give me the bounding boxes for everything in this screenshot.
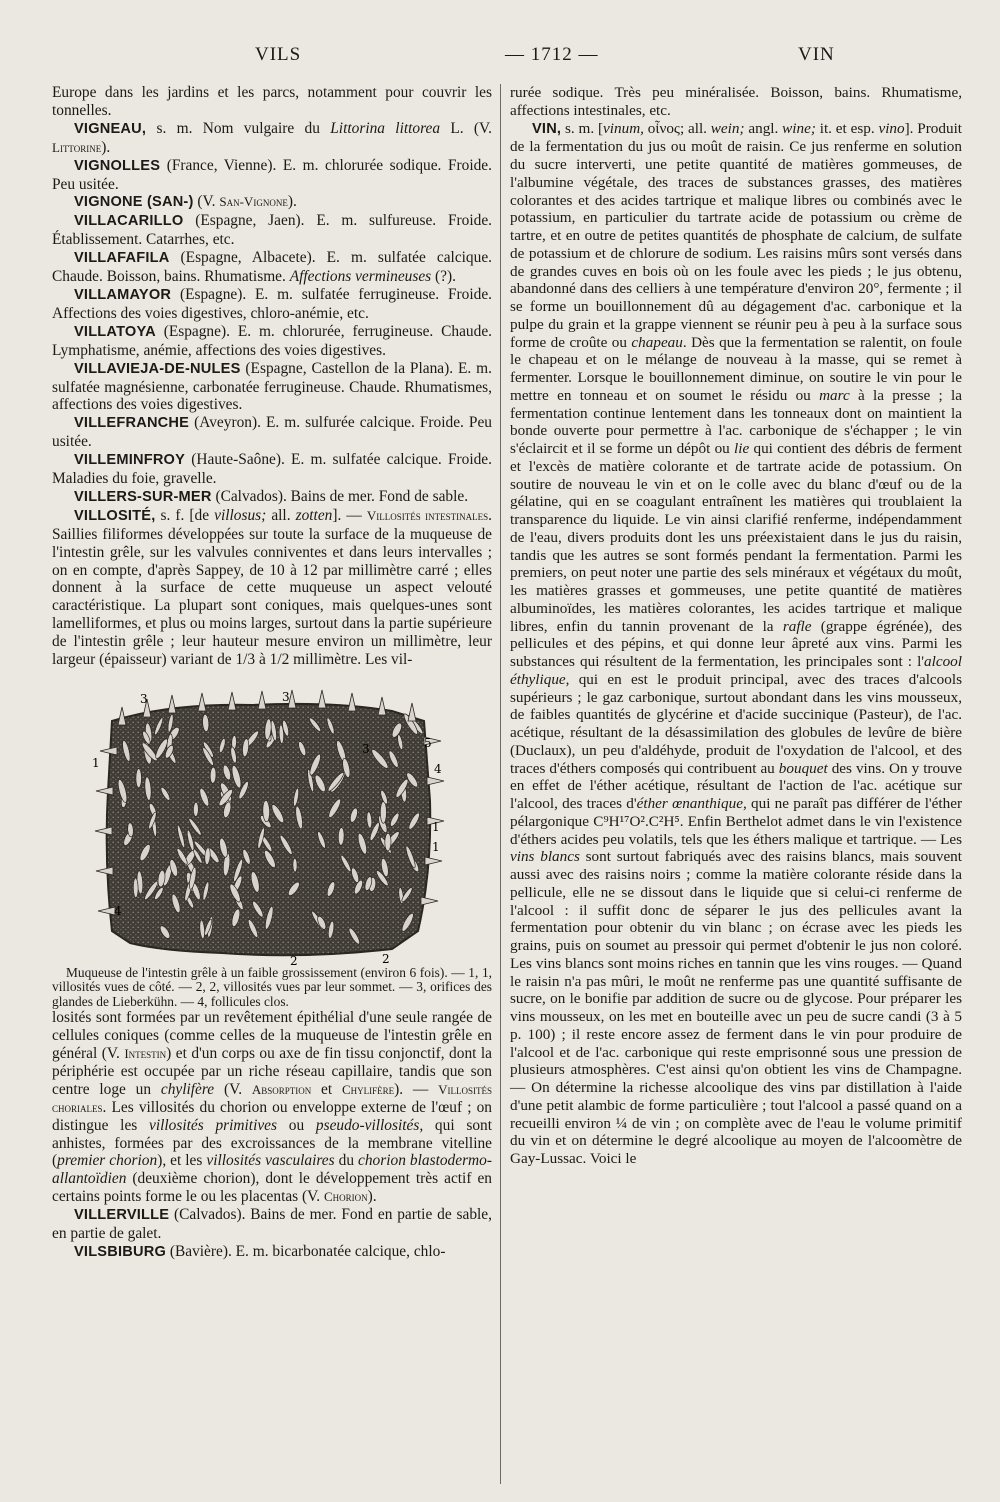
entry-text: (Aveyron). E. m. sulfurée calcique. Froide. Peu usitée. bbox=[52, 414, 492, 451]
entry-text: (V. bbox=[193, 193, 220, 211]
villus bbox=[133, 878, 138, 897]
villus-edge bbox=[318, 690, 326, 708]
entry-text: L. (V. bbox=[440, 119, 493, 137]
villus bbox=[293, 858, 297, 872]
italic-term: lie bbox=[734, 440, 750, 457]
entry-text: losités sont formées par un revêtement épithélial d'une seule rangée de cellules coniques (comme celles de la muqueuse de l'intestin grêle en général (V. bbox=[52, 1009, 492, 1063]
villus-edge bbox=[378, 697, 386, 715]
entry-text: ) et d'un corps ou axe de fin tissu conjonctif, dont la périphérie est occupée par un riche réseau capillaire, tandis que son centre loge un bbox=[52, 1045, 492, 1098]
italic-term: villosités primitives bbox=[149, 1116, 278, 1134]
cross-reference: Chorion bbox=[323, 1189, 368, 1205]
entry-villefranche bbox=[52, 414, 492, 451]
figure-label: 3 bbox=[140, 692, 148, 706]
figure-label: 3 bbox=[362, 742, 370, 756]
entry-text: (Calvados). Bains de mer. Fond en partie de sable, en partie de galet. bbox=[52, 1206, 492, 1243]
entry-text: ). — bbox=[394, 1080, 439, 1098]
continued-paragraph: Europe dans les jardins et les parcs, notamment pour couvrir les tonnelles. bbox=[52, 84, 492, 119]
italic-term: villosités vasculaires bbox=[206, 1152, 335, 1170]
entry-text: (Espagne, Jaen). E. m. sulfureuse. Froide. Établissement. Catarrhes, etc. bbox=[52, 212, 492, 249]
villus-edge bbox=[100, 747, 117, 755]
villus bbox=[338, 827, 344, 845]
entry-text: οἶνος; all. bbox=[647, 119, 711, 137]
entry-vilsbiburg bbox=[52, 1243, 492, 1262]
villus-edge bbox=[258, 691, 266, 709]
cross-reference: Intestin bbox=[124, 1046, 167, 1062]
figure-label: 4 bbox=[434, 762, 442, 776]
headword: VILLEMINFROY bbox=[74, 452, 186, 469]
entry-text: ). bbox=[367, 1188, 377, 1206]
entry-villacarillo bbox=[52, 212, 492, 249]
headword: VILLEFRANCHE bbox=[74, 415, 190, 432]
entry-vin bbox=[510, 120, 962, 1168]
villus-edge bbox=[98, 907, 115, 915]
villus-edge bbox=[198, 693, 206, 711]
villus bbox=[385, 833, 392, 851]
entry-villers-sur-mer bbox=[52, 488, 492, 507]
villus-edge bbox=[96, 787, 113, 795]
figure-label: 1 bbox=[432, 820, 440, 834]
figure-label: 2 bbox=[382, 952, 390, 966]
entry-text: des vins. On y trouve en effet de l'éther acétique, résultant de l'action de l'ac. acétique sur l'alcool, des traces d' bbox=[510, 759, 962, 812]
entry-text: à la presse ; la fermentation continue lentement dans les tonneaux dont on maintient la bonde ouverte pour permettre à l'ac. carbonique de s'échapper ; le vin s'éclaircit et il se forme un dépôt ou bbox=[510, 386, 962, 457]
italic-term: wine; bbox=[782, 119, 820, 137]
entry-text: . Les villosités du chorion ou enveloppe externe de l'œuf ; on distingue les bbox=[52, 1098, 492, 1134]
headword: VILLOSITÉ, bbox=[74, 507, 156, 524]
subheading: Villosités choriales bbox=[52, 1081, 492, 1115]
entry-text: ou bbox=[277, 1116, 316, 1134]
villus-edge bbox=[427, 777, 444, 785]
villus-edge bbox=[228, 692, 236, 710]
italic-term: vino bbox=[878, 119, 905, 137]
villus-edge bbox=[118, 707, 126, 725]
cross-reference: Absorption bbox=[251, 1081, 312, 1097]
entry-vigneau bbox=[52, 120, 492, 157]
italic-term: alcool éthylique bbox=[510, 653, 962, 688]
entry-text: ), et les bbox=[157, 1152, 207, 1170]
figure-label: 1 bbox=[92, 756, 100, 770]
figure-label: 2 bbox=[290, 954, 298, 966]
entry-text: (Haute-Saône). E. m. sulfatée calcique. Froide. Maladies du foie, gravelle. bbox=[52, 451, 492, 488]
villus-edge bbox=[96, 867, 113, 875]
entry-text: qui contient des débris de ferment et l'excès de matière colorante et de tartrate acide de potassium. On soutire de nouveau le vin et on le colle avec du blanc d'œuf ou de la gélatine, qui en se coagulant entraînent les matières qui troublaient la transparence du liquide. Le vin ainsi clarifié renferme, indépendamment de l'eau, divers produits dont les uns préexistaient dans le jus du raisin, tandis que les autres se sont formés pendant la fermentation. Parmi les premiers, on peut noter une partie des sels minéraux et végétaux du moût, les matières grasses et gommeuses, une petite quantité de matières albuminoïdes, les matières colorantes, les acides tartrique et malique libres, enfin du tannin provenant de la bbox=[510, 440, 963, 635]
entry-text: it. et esp. bbox=[819, 119, 879, 137]
italic-term: Littorina littorea bbox=[330, 119, 441, 137]
villus-edge bbox=[421, 897, 438, 905]
entry-text: (France, Vienne). E. m. chlorurée sodique. Froide. Peu usitée. bbox=[52, 156, 492, 193]
entry-villamayor bbox=[52, 286, 492, 323]
italic-term: Affections vermineuses bbox=[289, 268, 432, 286]
figure-intestinal-mucosa bbox=[52, 681, 492, 1009]
headword: VILLAVIEJA-DE-NULES bbox=[74, 360, 241, 377]
figure-label: 3 bbox=[282, 690, 290, 704]
italic-term: chylifère bbox=[160, 1080, 215, 1098]
italic-term: vinum, bbox=[603, 119, 648, 137]
entry-text: qui sont anhistes, formées par des excroissances de la membrane vitelline ( bbox=[52, 1116, 492, 1170]
italic-term: pseudo-villosités, bbox=[315, 1116, 424, 1134]
villus bbox=[210, 767, 216, 783]
italic-term: villosus; bbox=[214, 506, 272, 524]
italic-term: marc bbox=[819, 386, 850, 404]
running-head bbox=[50, 44, 970, 74]
headword: VIGNOLLES bbox=[74, 157, 161, 174]
entry-text: ). bbox=[101, 138, 111, 156]
entry-text: ]. Produit de la fermentation du jus ou moût de raisin. Ce jus renferme en solution du sucre interverti, une petite quantité de matières gommeuses, de l'albumine végétale, des traces de substances grasses, des matières colorantes et des acides tartrique et malique libres ou combinés avec le potassium, en particulier du tartrate acide de potassium ou crème de tartre, et en outre de petites quantités de phosphate de calcium, de sulfate de potassium et de chlorure de sodium. Les raisins mûrs sont versés dans de grandes cuves en bois où on les foule avec les pieds ; le jus obtenu, abandonné dans des celliers à une température d'environ 20°, fermente ; il se forme un bouillonnement dû au dégagement d'ac. carbonique et la pulpe du grain et la grappe viennent se réunir peu à peu à la surface sous forme de croûte ou bbox=[510, 119, 963, 351]
headword: VILLERS-SUR-MER bbox=[74, 488, 212, 505]
entry-villafafila bbox=[52, 249, 492, 286]
villus bbox=[193, 802, 198, 816]
entry-villerville bbox=[52, 1206, 492, 1243]
continued-paragraph: rurée sodique. Très peu minéralisée. Boisson, bains. Rhumatisme, affections intestinales, etc. bbox=[510, 84, 962, 119]
header-left-word: VILS bbox=[255, 44, 302, 65]
villus-edge bbox=[348, 693, 356, 711]
entry-text: angl. bbox=[748, 119, 783, 137]
entry-text: (V. bbox=[214, 1080, 252, 1098]
villus bbox=[136, 769, 142, 788]
entry-villatoya bbox=[52, 323, 492, 360]
headword: VILSBIBURG bbox=[74, 1244, 166, 1260]
italic-term: éther œnanthique bbox=[636, 795, 743, 812]
headword: VILLACARILLO bbox=[74, 213, 184, 230]
italic-term: rafle bbox=[782, 617, 812, 635]
italic-term: vins blancs bbox=[510, 848, 580, 866]
entry-text: (?). bbox=[431, 268, 456, 286]
entry-vignone bbox=[52, 193, 492, 212]
entry-text: sont surtout fabriqués avec des raisins blancs, mais souvent aussi avec des raisins noirs ; comme la matière colorante réside dans la pellicule, elle ne se dissout dans le liquide que si celui-ci renferme de l'alcool : il suffit donc de séparer le jus des pellicules avant la fermentation pour obtenir du vin blanc ; on écrase avec les pieds les grains, puis on soumet au pressoir qui permet d'obtenir le jus non coloré. Les vins blancs sont moins riches en tannin que les vins rouges. — Quand le raisin n'a pas mûri, le moût ne renferme pas une quantité suffisante de sucre, on le bonifie par addition de sucre ou de glycose. Pour préparer les vins mousseux, on les met en bouteille avec un peu de sucre candi (3 à 5 p. 100) ; il reste encore assez de ferment dans le vin pour produire de l'alcool et de l'ac. carbonique qui reste emprisonné sous une pression de plusieurs atmosphères. C'est ainsi qu'on obtient les vins de Champagne. — On détermine la richesse alcoolique des vins par distillation à l'aide d'une petit alambic de forme particulière ; tout l'alcool a passé quand on a recueilli environ ¼ de vin ; on complète avec de l'eau le volume primitif du vin et on détermine le degré alcoolique au moyen de l'alcoomètre de Gay-Lussac. Voici le bbox=[510, 848, 962, 1167]
villus-edge bbox=[168, 695, 176, 713]
entry-text: et bbox=[311, 1080, 342, 1098]
entry-text: (grappe égrénée), des pellicules et des pépins, et qui donne leur âpreté aux vins. Parmi les substances qui résultent de la fermentation, les principales sont : l' bbox=[510, 617, 962, 670]
entry-villosite bbox=[52, 507, 492, 669]
entry-text: (deuxième chorion), dont le développement très actif en certains points forme le ou les placentas (V. bbox=[52, 1170, 492, 1206]
villus-edge bbox=[425, 857, 442, 865]
header-right-word: VIN bbox=[798, 44, 835, 65]
entry-text: s. f. [de bbox=[155, 506, 215, 524]
entry-text: all. bbox=[271, 506, 296, 524]
entry-text: (Espagne). E. m. chlorurée, ferrugineuse. Chaude. Lymphatisme, anémie, affections des voies digestives. bbox=[52, 322, 492, 359]
headword: VILLAMAYOR bbox=[74, 286, 172, 303]
entry-text: , qui en est le produit principal, avec des traces d'alcools supérieurs ; le gaz carbonique, surtout abondant dans les vins mousseux, de faibles quantités de glycérine et d'acide succinique (Pasteur), de l'ac. acétique, résultant de la désassimilation des globules de levûre de bière (Duclaux), un peu d'aldéhyde, produit de l'oxydation de l'alcool, et des traces d'éthers composés qui contribuent au bbox=[510, 670, 962, 777]
entry-text: , qui ne paraît pas différer de l'éther pélargonique C⁹H¹⁷O².C²H⁵. Enfin Berthelot admet dans le vin l'existence d'éthers acides peu volatils, tels que les éthers malique et tartrique. — Les bbox=[510, 795, 962, 848]
mucosa-illustration bbox=[52, 681, 492, 966]
headword: VILLERVILLE bbox=[74, 1207, 170, 1224]
right-column bbox=[510, 84, 962, 1168]
column-divider bbox=[500, 84, 501, 1484]
left-column bbox=[52, 84, 492, 1262]
subheading: Villosités intestinales bbox=[366, 507, 489, 523]
entry-text: (Calvados). Bains de mer. Fond de sable. bbox=[211, 487, 469, 505]
page-number: — 1712 — bbox=[505, 44, 599, 65]
headword: VIGNONE (SAN-) bbox=[74, 194, 194, 211]
entry-text: (Espagne, Albacete). E. m. sulfatée calcique. Chaude. Boisson, bains. Rhumatisme. bbox=[52, 249, 492, 286]
italic-term: zotten bbox=[295, 506, 333, 524]
figure-caption: Muqueuse de l'intestin grêle à un faible grossissement (environ 6 fois). — 1, 1, villosités vues de côté. — 2, 2, villosités vues par leur sommet. — 3, orifices des glandes de Lieberkühn. — 4, follicules clos. bbox=[52, 965, 492, 1009]
entry-villeminfroy bbox=[52, 451, 492, 488]
cross-reference: Littorine bbox=[52, 139, 102, 155]
headword: VIGNEAU, bbox=[74, 120, 147, 137]
cross-reference: San-Vignone bbox=[219, 194, 288, 210]
entry-text: du bbox=[334, 1152, 359, 1170]
figure-label: 5 bbox=[424, 736, 432, 750]
cross-reference: Chylifère bbox=[341, 1081, 395, 1097]
figure-label: 4 bbox=[114, 904, 122, 918]
entry-text: (Espagne, Castellon de la Plana). E. m. sulfatée magnésienne, carbonatée ferrugineuse. Chaude. Rhumatismes, affections des voies digestives. bbox=[52, 359, 492, 414]
villus-edge bbox=[95, 827, 112, 835]
italic-term: bouquet bbox=[778, 759, 828, 777]
villosite-continued bbox=[52, 1009, 492, 1206]
headword: VIN, bbox=[532, 120, 562, 137]
headword: VILLATOYA bbox=[74, 323, 156, 340]
entry-text: s. m. [ bbox=[561, 119, 604, 137]
entry-villavieja bbox=[52, 360, 492, 415]
entry-text: . Dès que la fermentation se ralentit, on foule le chapeau et on le mélange de nouveau à la masse, qui se remet à fermenter. Lorsque le bouillonnement diminue, on soutire le vin pour le mettre en tonneau et on soumet le résidu ou bbox=[510, 333, 962, 404]
entry-text: . Saillies filiformes développées sur toute la surface de la muqueuse de l'intestin grêle, sur les valvules conniventes et dans leurs intervalles ; on en compte, d'après Sappey, de 10 à 12 par millimètre carré ; elles donnent à la surface de cette muqueuse un aspect velouté caractéristique. La plupart sont coniques, mais quelques-unes sont lamelliformes, et plus ou moins larges, surtout dans la partie supérieure de l'intestin grêle ; leur hauteur mesure environ un millimètre, leur largeur (épaisseur) variant de 1/3 à 1/2 millimètre. Les vil- bbox=[52, 506, 492, 669]
italic-term: chorion blastodermo-allantoïdien bbox=[52, 1152, 492, 1188]
entry-text: s. m. Nom vulgaire du bbox=[146, 119, 331, 137]
villus bbox=[380, 802, 386, 824]
italic-term: premier chorion bbox=[57, 1152, 158, 1170]
figure-label: 1 bbox=[432, 840, 440, 854]
entry-text: ). bbox=[287, 193, 297, 211]
entry-text: ]. — bbox=[332, 506, 367, 524]
italic-term: wein; bbox=[710, 119, 749, 137]
entry-text: (Espagne). E. m. sulfatée ferrugineuse. Froide. Affections des voies digestives, chloro-anémie, etc. bbox=[52, 285, 492, 322]
entry-text: (Bavière). E. m. bicarbonatée calcique, chlo- bbox=[166, 1243, 446, 1260]
entry-vignolles bbox=[52, 157, 492, 194]
italic-term: chapeau bbox=[631, 333, 683, 351]
headword: VILLAFAFILA bbox=[74, 250, 170, 267]
villus-edge bbox=[408, 703, 416, 721]
